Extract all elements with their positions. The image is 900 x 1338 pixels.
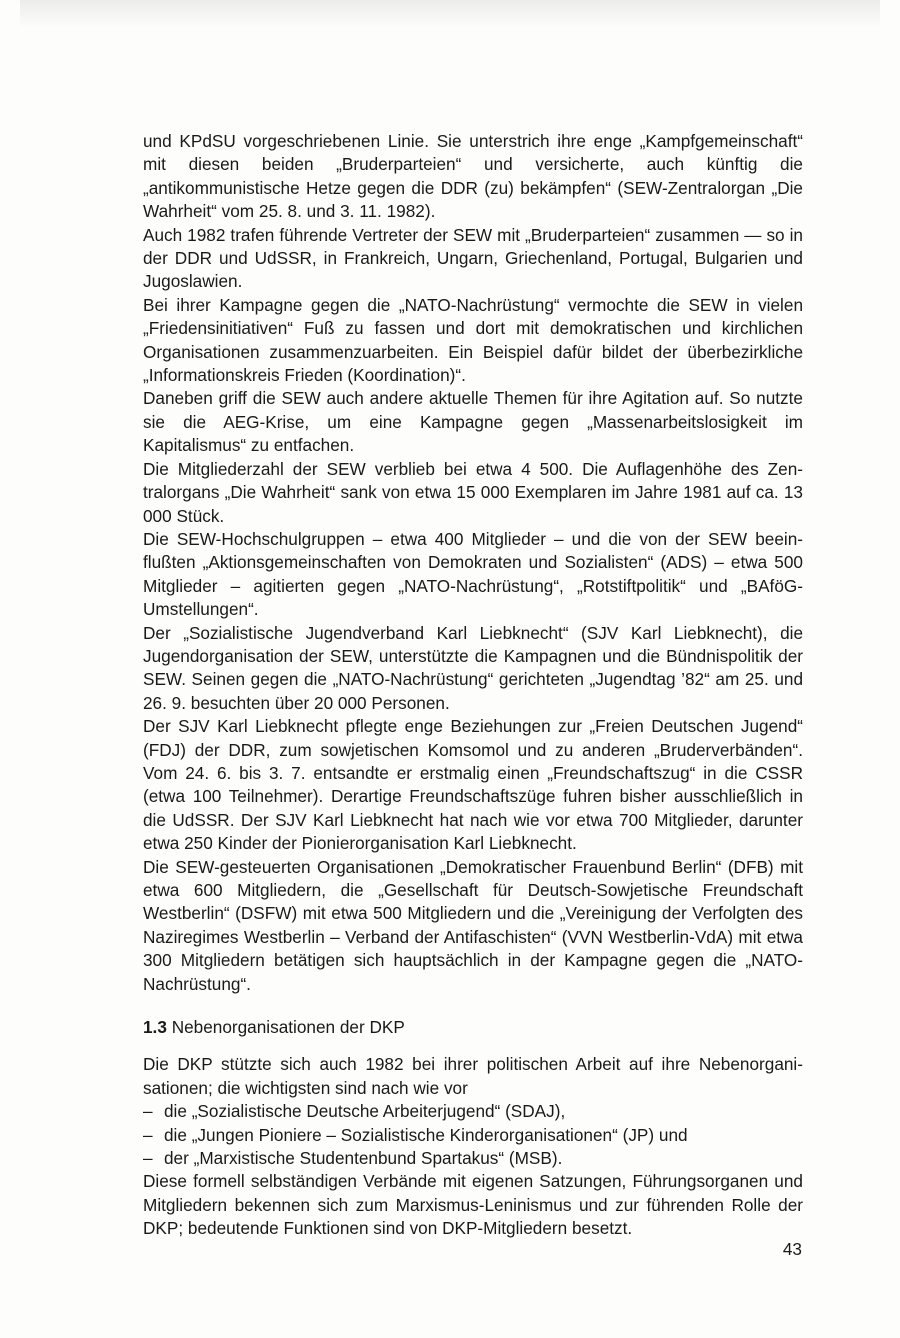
section-closing: Diese formell selbständigen Verbände mit eigenen Satzungen, Führungsorganen und Mitgliedern bekennen sich zum Marxismus-Leninismus und zur führenden Rolle der DKP; bedeutende Funktionen sind von DKP-Mitgliedern besetzt. (143, 1171, 803, 1239)
section-nebenorganisationen (143, 1016, 803, 1241)
section-heading (143, 1016, 803, 1039)
page-edge-shadow (20, 0, 880, 28)
document-body (143, 130, 803, 996)
section-intro: Die DKP stützte sich auch 1982 bei ihrer politischen Arbeit auf ihre Nebenorganisationen; die wichtigsten sind nach wie vor (143, 1054, 803, 1098)
section-title: Nebenorganisationen der DKP (171, 1017, 405, 1037)
paragraph-9: Die SEW-gesteuerten Organisationen „Demokratischer Frauenbund Berlin“ (DFB) mit etwa 600 Mitgliedern, die „Gesellschaft für Deutsch-Sowjetische Freundschaft Westberlin“ (DSFW) mit etwa 500 Mitgliedern und die „Vereinigung der Verfolgten des Naziregimes Westberlin – Verband der Antifaschisten“ (VVN Westberlin-VdA) mit etwa 300 Mitgliedern betätigen sich hauptsächlich in der Kampagne gegen die „NATO-Nachrüstung“. (143, 856, 803, 994)
section-number: 1.3 (143, 1017, 167, 1037)
paragraph-6: Die SEW-Hochschulgruppen – etwa 400 Mitglieder – und die von der SEW beeinflußten „Aktionsgemeinschaften von Demokraten und Sozialisten“ (ADS) – etwa 500 Mitglieder – agitierten gegen „NATO-Nachrüstung“, „Rotstiftpolitik“ und „BAföG-Umstellungen“. (143, 528, 803, 620)
paragraph-7: Der „Sozialistische Jugendverband Karl Liebknecht“ (SJV Karl Liebknecht), die Jugendorganisation der SEW, unterstützte die Kampagnen und die Bündnispolitik der SEW. Seinen gegen die „NATO-Nachrüstung“ gerichteten „Jugendtag ’82“ am 25. und 26. 9. besuchten über 20 000 Personen. (143, 622, 803, 713)
paragraph-4: Daneben griff die SEW auch andere aktuelle Themen für ihre Agitation auf. So nutzte sie die AEG-Krise, um eine Kampagne gegen „Massenarbeitslosigkeit im Kapitalismus“ zu entfachen. (143, 388, 803, 456)
list-item: – die „Jungen Pioniere – Sozialistische Kinderorganisationen“ (JP) und (143, 1124, 803, 1147)
paragraph-2: Auch 1982 trafen führende Vertreter der SEW mit „Bruderparteien“ zusammen — so in der DDR und UdSSR, in Frankreich, Ungarn, Griechenland, Portugal, Bulgarien und Jugoslawien. (143, 224, 803, 292)
list-item: – der „Marxistische Studentenbund Spartakus“ (MSB). (143, 1147, 803, 1170)
paragraph-8: Der SJV Karl Liebknecht pflegte enge Beziehungen zur „Freien Deutschen Jugend“ (FDJ) der DDR, zum sowjetischen Komsomol und zu anderen „Bruderverbänden“. Vom 24. 6. bis 3. 7. entsandte er erstmalig einen „Freundschaftszug“ in die CSSR (etwa 100 Teilnehmer). Derartige Freundschaftszüge fuhren bisher ausschließlich in die UdSSR. Der SJV Karl Liebknecht hat nach wie vor etwa 700 Mitglieder, darunter etwa 250 Kinder der Pionierorganisation Karl Liebknecht. (143, 716, 803, 854)
paragraph-5: Die Mitgliederzahl der SEW verblieb bei etwa 4 500. Die Auflagenhöhe des Zentralorgans „Die Wahrheit“ sank von etwa 15 000 Exemplaren im Jahre 1981 auf ca. 13 000 Stück. (143, 458, 803, 526)
page-number: 43 (782, 1239, 802, 1259)
paragraph-3: Bei ihrer Kampagne gegen die „NATO-Nachrüstung“ vermochte die SEW in vielen „Friedensinitiativen“ Fuß zu fassen und dort mit demokratischen und kirchlichen Organisationen zusammenzuarbeiten. Ein Beispiel dafür bildet der überbezirkliche „Informationskreis Frieden (Koordination)“. (143, 294, 803, 386)
organization-list (143, 1100, 803, 1170)
paragraph-1: und KPdSU vorgeschriebenen Linie. Sie unterstrich ihre enge „Kampfgemeinschaft“ mit diesen beiden „Bruderparteien“ und versicherte, auch künftig die „antikommunistische Hetze gegen die DDR (zu) bekämpfen“ (SEW-Zentralorgan „Die Wahrheit“ vom 25. 8. und 3. 11. 1982). (143, 131, 803, 222)
list-item: – die „Sozialistische Deutsche Arbeiterjugend“ (SDAJ), (143, 1100, 803, 1123)
